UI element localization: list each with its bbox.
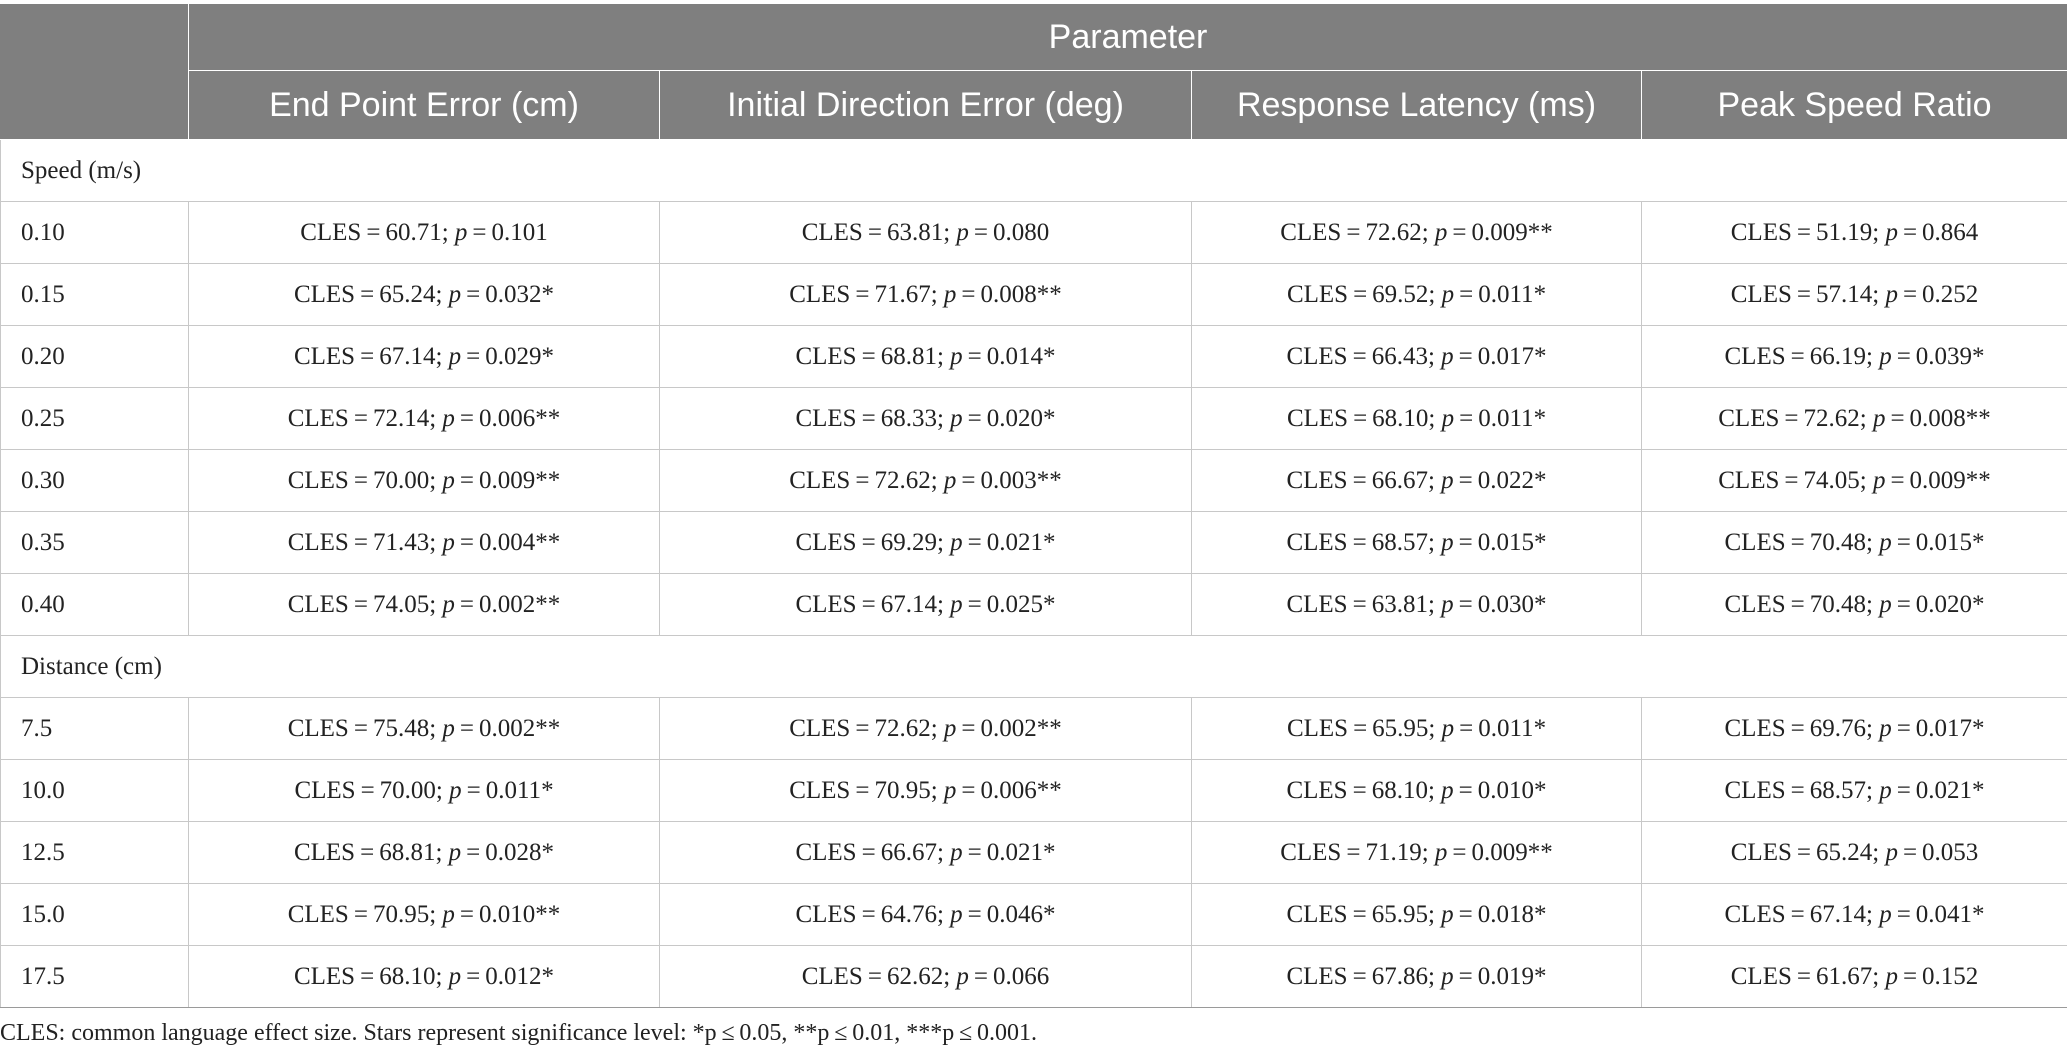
- column-header-peak-speed-ratio: Peak Speed Ratio: [1642, 71, 2067, 140]
- stat-cell: CLES = 68.57; p = 0.015*: [1192, 512, 1642, 574]
- table-row: [1, 202, 2067, 264]
- cles-value: 68.10: [379, 962, 436, 990]
- p-value: 0.021: [1915, 776, 1973, 804]
- p-value: 0.029: [485, 342, 542, 370]
- p-symbol: p: [1434, 218, 1448, 246]
- significance-stars: *: [1533, 714, 1547, 742]
- p-value: 0.011: [1478, 714, 1534, 742]
- cles-value: 72.14: [372, 404, 430, 432]
- stat-cell: CLES = 71.67; p = 0.008**: [660, 264, 1192, 326]
- p-symbol: p: [1879, 776, 1892, 804]
- p-symbol: p: [448, 280, 462, 308]
- p-symbol: p: [1441, 342, 1454, 370]
- stat-cell: CLES = 65.95; p = 0.011*: [1192, 698, 1642, 760]
- significance-stars: **: [535, 714, 561, 742]
- p-symbol: p: [1441, 714, 1455, 742]
- p-symbol: p: [1879, 900, 1892, 928]
- p-symbol: p: [448, 838, 462, 866]
- p-symbol: p: [1872, 404, 1886, 432]
- p-symbol: p: [1441, 528, 1454, 556]
- p-symbol: p: [449, 776, 462, 804]
- cles-value: 71.67: [874, 280, 931, 308]
- stat-cell: CLES = 72.14; p = 0.006**: [189, 388, 660, 450]
- significance-stars: *: [1043, 528, 1056, 556]
- p-value: 0.010: [479, 900, 536, 928]
- significance-stars: *: [1972, 528, 1985, 556]
- stat-cell: CLES = 70.00; p = 0.009**: [189, 450, 660, 512]
- stat-cell: CLES = 57.14; p = 0.252: [1642, 264, 2067, 326]
- cles-value: 66.43: [1371, 342, 1428, 370]
- table-footnote: CLES: common language effect size. Stars represent significance level: *p ≤ 0.05, **p ≤ 0.01, ***p ≤ 0.001.: [0, 1020, 1037, 1046]
- p-value: 0.014: [986, 342, 1044, 370]
- cles-value: 64.76: [880, 900, 937, 928]
- stat-cell: CLES = 63.81; p = 0.030*: [1192, 574, 1642, 636]
- significance-stars: *: [541, 776, 554, 804]
- significance-stars: *: [1534, 962, 1547, 990]
- p-value: 0.053: [1922, 838, 1979, 866]
- cles-value: 69.52: [1372, 280, 1429, 308]
- p-symbol: p: [956, 218, 969, 246]
- p-value: 0.020: [1915, 590, 1973, 618]
- column-header-end-point-error: End Point Error (cm): [189, 71, 660, 140]
- section-row: [1, 140, 2067, 202]
- stat-cell: CLES = 71.19; p = 0.009**: [1192, 822, 1642, 884]
- p-value: 0.009: [479, 466, 536, 494]
- stat-cell: CLES = 66.67; p = 0.022*: [1192, 450, 1642, 512]
- significance-stars: *: [1534, 590, 1547, 618]
- p-value: 0.030: [1477, 590, 1535, 618]
- p-symbol: p: [950, 342, 963, 370]
- table-row: [1, 822, 2067, 884]
- stat-cell: CLES = 72.62; p = 0.002**: [660, 698, 1192, 760]
- stat-cell: CLES = 65.24; p = 0.032*: [189, 264, 660, 326]
- cles-value: 65.24: [1815, 838, 1873, 866]
- cles-value: 68.57: [1809, 776, 1866, 804]
- stat-cell: CLES = 68.33; p = 0.020*: [660, 388, 1192, 450]
- p-value: 0.011: [1478, 280, 1534, 308]
- parameter-group-header: Parameter: [189, 4, 2067, 71]
- row-label: 0.10: [1, 202, 189, 264]
- p-value: 0.080: [993, 218, 1050, 246]
- p-value: 0.009: [1471, 838, 1528, 866]
- p-value: 0.028: [485, 838, 542, 866]
- cles-value: 68.81: [880, 342, 937, 370]
- p-value: 0.066: [993, 962, 1050, 990]
- stat-cell: CLES = 67.14; p = 0.041*: [1642, 884, 2067, 946]
- stat-cell: CLES = 69.76; p = 0.017*: [1642, 698, 2067, 760]
- cles-value: 72.62: [1803, 404, 1860, 432]
- stat-cell: CLES = 69.29; p = 0.021*: [660, 512, 1192, 574]
- row-label: 0.35: [1, 512, 189, 574]
- stat-cell: CLES = 66.19; p = 0.039*: [1642, 326, 2067, 388]
- stat-cell: CLES = 66.43; p = 0.017*: [1192, 326, 1642, 388]
- stat-cell: CLES = 72.62; p = 0.003**: [660, 450, 1192, 512]
- stat-cell: CLES = 71.43; p = 0.004**: [189, 512, 660, 574]
- cles-value: 70.00: [372, 466, 430, 494]
- cles-value: 74.05: [372, 590, 430, 618]
- stat-cell: CLES = 60.71; p = 0.101: [189, 202, 660, 264]
- significance-stars: **: [535, 466, 561, 494]
- cles-value: 69.29: [880, 528, 937, 556]
- row-label: 0.30: [1, 450, 189, 512]
- table-row: [1, 760, 2067, 822]
- cles-value: 63.81: [886, 218, 944, 246]
- table-row: [1, 388, 2067, 450]
- cles-value: 62.62: [886, 962, 944, 990]
- significance-stars: **: [535, 900, 561, 928]
- p-symbol: p: [943, 280, 957, 308]
- table-row: [1, 512, 2067, 574]
- table-row: [1, 326, 2067, 388]
- significance-stars: **: [1527, 218, 1553, 246]
- significance-stars: **: [1527, 838, 1553, 866]
- p-value: 0.252: [1922, 280, 1979, 308]
- significance-stars: *: [1534, 900, 1547, 928]
- p-value: 0.022: [1477, 466, 1535, 494]
- p-symbol: p: [442, 714, 455, 742]
- cles-value: 70.48: [1809, 590, 1866, 618]
- cles-value: 68.10: [1371, 776, 1428, 804]
- p-value: 0.011: [485, 776, 542, 804]
- p-symbol: p: [1434, 838, 1448, 866]
- p-value: 0.008: [1909, 404, 1966, 432]
- p-value: 0.009: [1471, 218, 1528, 246]
- p-symbol: p: [1441, 776, 1454, 804]
- p-symbol: p: [950, 900, 963, 928]
- p-symbol: p: [943, 714, 957, 742]
- significance-stars: *: [1972, 590, 1985, 618]
- row-label: 15.0: [1, 884, 189, 946]
- cles-value: 67.14: [880, 590, 937, 618]
- p-symbol: p: [1885, 280, 1898, 308]
- stat-cell: CLES = 68.10; p = 0.010*: [1192, 760, 1642, 822]
- p-value: 0.101: [491, 218, 548, 246]
- stat-cell: CLES = 75.48; p = 0.002**: [189, 698, 660, 760]
- cles-value: 70.95: [372, 900, 430, 928]
- significance-stars: **: [1036, 466, 1062, 494]
- p-value: 0.020: [986, 404, 1044, 432]
- row-label: 17.5: [1, 946, 189, 1008]
- significance-stars: **: [535, 404, 561, 432]
- significance-stars: *: [1043, 838, 1056, 866]
- p-symbol: p: [950, 590, 963, 618]
- cles-value: 60.71: [385, 218, 442, 246]
- p-symbol: p: [1441, 900, 1454, 928]
- p-symbol: p: [1879, 528, 1892, 556]
- table-row: [1, 698, 2067, 760]
- row-label: 7.5: [1, 698, 189, 760]
- cles-value: 72.62: [874, 714, 931, 742]
- cles-value: 74.05: [1803, 466, 1860, 494]
- column-header-response-latency: Response Latency (ms): [1192, 71, 1642, 140]
- stat-cell: CLES = 70.95; p = 0.006**: [660, 760, 1192, 822]
- p-symbol: p: [1885, 962, 1898, 990]
- significance-stars: *: [1043, 590, 1056, 618]
- cles-value: 72.62: [1365, 218, 1422, 246]
- significance-stars: *: [541, 962, 555, 990]
- stat-cell: CLES = 70.95; p = 0.010**: [189, 884, 660, 946]
- results-table: [0, 4, 2067, 1008]
- p-value: 0.009: [1909, 466, 1966, 494]
- significance-stars: *: [1534, 342, 1547, 370]
- significance-stars: *: [1043, 342, 1056, 370]
- stat-cell: CLES = 70.48; p = 0.020*: [1642, 574, 2067, 636]
- p-symbol: p: [442, 466, 455, 494]
- results-table-container: [0, 4, 2067, 1008]
- stat-cell: CLES = 68.57; p = 0.021*: [1642, 760, 2067, 822]
- stat-cell: CLES = 67.14; p = 0.029*: [189, 326, 660, 388]
- significance-stars: *: [541, 280, 555, 308]
- stat-cell: CLES = 68.81; p = 0.028*: [189, 822, 660, 884]
- table-header: [1, 4, 2067, 140]
- cles-value: 68.57: [1371, 528, 1428, 556]
- stat-cell: CLES = 61.67; p = 0.152: [1642, 946, 2067, 1008]
- cles-value: 65.24: [379, 280, 436, 308]
- p-value: 0.019: [1477, 962, 1535, 990]
- cles-value: 67.14: [379, 342, 436, 370]
- cles-value: 71.43: [372, 528, 430, 556]
- row-label: 12.5: [1, 822, 189, 884]
- p-value: 0.002: [479, 714, 536, 742]
- cles-value: 72.62: [874, 466, 931, 494]
- cles-value: 57.14: [1815, 280, 1873, 308]
- significance-stars: **: [1036, 776, 1062, 804]
- p-symbol: p: [1885, 838, 1898, 866]
- p-symbol: p: [442, 900, 455, 928]
- p-value: 0.021: [986, 838, 1044, 866]
- p-symbol: p: [442, 404, 455, 432]
- cles-value: 70.00: [379, 776, 436, 804]
- significance-stars: *: [1534, 776, 1547, 804]
- significance-stars: *: [1533, 404, 1547, 432]
- p-value: 0.864: [1922, 218, 1979, 246]
- p-value: 0.025: [986, 590, 1044, 618]
- stat-cell: CLES = 65.24; p = 0.053: [1642, 822, 2067, 884]
- stat-cell: CLES = 68.10; p = 0.012*: [189, 946, 660, 1008]
- significance-stars: *: [1972, 342, 1985, 370]
- stat-cell: CLES = 74.05; p = 0.009**: [1642, 450, 2067, 512]
- p-symbol: p: [1879, 714, 1892, 742]
- p-value: 0.032: [485, 280, 542, 308]
- p-symbol: p: [950, 838, 963, 866]
- stat-cell: CLES = 72.62; p = 0.008**: [1642, 388, 2067, 450]
- cles-value: 68.33: [880, 404, 937, 432]
- significance-stars: *: [1972, 900, 1985, 928]
- p-symbol: p: [448, 342, 462, 370]
- cles-value: 70.48: [1809, 528, 1866, 556]
- p-value: 0.004: [479, 528, 536, 556]
- p-value: 0.015: [1915, 528, 1973, 556]
- significance-stars: **: [535, 590, 561, 618]
- p-value: 0.039: [1915, 342, 1973, 370]
- significance-stars: *: [1043, 404, 1056, 432]
- stat-cell: CLES = 69.52; p = 0.011*: [1192, 264, 1642, 326]
- p-value: 0.012: [485, 962, 542, 990]
- cles-value: 69.76: [1809, 714, 1866, 742]
- table-row: [1, 946, 2067, 1008]
- cles-value: 61.67: [1815, 962, 1873, 990]
- p-value: 0.046: [986, 900, 1044, 928]
- stat-cell: CLES = 74.05; p = 0.002**: [189, 574, 660, 636]
- p-symbol: p: [956, 962, 969, 990]
- header-corner-cell: [1, 4, 189, 140]
- section-title: Distance (cm): [1, 636, 2067, 698]
- stat-cell: CLES = 66.67; p = 0.021*: [660, 822, 1192, 884]
- p-value: 0.041: [1915, 900, 1973, 928]
- p-value: 0.152: [1922, 962, 1979, 990]
- table-row: [1, 884, 2067, 946]
- p-symbol: p: [950, 528, 963, 556]
- table-row: [1, 450, 2067, 512]
- stat-cell: CLES = 68.10; p = 0.011*: [1192, 388, 1642, 450]
- significance-stars: *: [1534, 528, 1547, 556]
- significance-stars: *: [1972, 714, 1985, 742]
- section-row: [1, 636, 2067, 698]
- p-symbol: p: [1441, 466, 1454, 494]
- row-label: 0.40: [1, 574, 189, 636]
- significance-stars: *: [1533, 280, 1547, 308]
- stat-cell: CLES = 72.62; p = 0.009**: [1192, 202, 1642, 264]
- significance-stars: *: [541, 342, 555, 370]
- cles-value: 65.95: [1371, 900, 1428, 928]
- p-symbol: p: [1879, 342, 1892, 370]
- table-row: [1, 574, 2067, 636]
- cles-value: 63.81: [1371, 590, 1428, 618]
- cles-value: 66.19: [1809, 342, 1866, 370]
- row-label: 10.0: [1, 760, 189, 822]
- p-value: 0.010: [1477, 776, 1535, 804]
- stat-cell: CLES = 68.81; p = 0.014*: [660, 326, 1192, 388]
- p-value: 0.003: [980, 466, 1037, 494]
- p-symbol: p: [1885, 218, 1898, 246]
- table-body: [1, 140, 2067, 1008]
- p-value: 0.008: [980, 280, 1037, 308]
- significance-stars: *: [541, 838, 555, 866]
- significance-stars: *: [1534, 466, 1547, 494]
- cles-value: 68.10: [1372, 404, 1429, 432]
- p-symbol: p: [442, 590, 455, 618]
- cles-value: 67.14: [1809, 900, 1866, 928]
- p-symbol: p: [448, 962, 462, 990]
- stat-cell: CLES = 64.76; p = 0.046*: [660, 884, 1192, 946]
- significance-stars: **: [535, 528, 561, 556]
- p-value: 0.006: [980, 776, 1037, 804]
- p-symbol: p: [1441, 404, 1455, 432]
- stat-cell: CLES = 51.19; p = 0.864: [1642, 202, 2067, 264]
- p-symbol: p: [943, 466, 957, 494]
- significance-stars: **: [1965, 404, 1991, 432]
- p-symbol: p: [1441, 280, 1455, 308]
- section-title: Speed (m/s): [1, 140, 2067, 202]
- cles-value: 70.95: [874, 776, 931, 804]
- stat-cell: CLES = 70.00; p = 0.011*: [189, 760, 660, 822]
- cles-value: 51.19: [1815, 218, 1873, 246]
- stat-cell: CLES = 63.81; p = 0.080: [660, 202, 1192, 264]
- p-value: 0.002: [479, 590, 536, 618]
- stat-cell: CLES = 62.62; p = 0.066: [660, 946, 1192, 1008]
- p-symbol: p: [1872, 466, 1886, 494]
- significance-stars: **: [1036, 280, 1062, 308]
- table-row: [1, 264, 2067, 326]
- stat-cell: CLES = 70.48; p = 0.015*: [1642, 512, 2067, 574]
- p-symbol: p: [950, 404, 963, 432]
- significance-stars: **: [1036, 714, 1062, 742]
- p-value: 0.017: [1915, 714, 1973, 742]
- column-header-initial-direction-error: Initial Direction Error (deg): [660, 71, 1192, 140]
- cles-value: 66.67: [1371, 466, 1428, 494]
- stat-cell: CLES = 65.95; p = 0.018*: [1192, 884, 1642, 946]
- p-value: 0.021: [986, 528, 1044, 556]
- p-value: 0.017: [1477, 342, 1535, 370]
- p-value: 0.006: [479, 404, 536, 432]
- cles-value: 71.19: [1365, 838, 1422, 866]
- p-symbol: p: [943, 776, 957, 804]
- cles-value: 67.86: [1371, 962, 1428, 990]
- cles-value: 68.81: [379, 838, 436, 866]
- p-value: 0.011: [1478, 404, 1534, 432]
- significance-stars: **: [1965, 466, 1991, 494]
- significance-stars: *: [1972, 776, 1985, 804]
- cles-value: 75.48: [372, 714, 430, 742]
- cles-value: 65.95: [1372, 714, 1429, 742]
- stat-cell: CLES = 67.86; p = 0.019*: [1192, 946, 1642, 1008]
- p-value: 0.018: [1477, 900, 1535, 928]
- p-value: 0.002: [980, 714, 1037, 742]
- p-symbol: p: [1441, 590, 1454, 618]
- significance-stars: *: [1043, 900, 1056, 928]
- p-value: 0.015: [1477, 528, 1535, 556]
- p-symbol: p: [454, 218, 468, 246]
- stat-cell: CLES = 67.14; p = 0.025*: [660, 574, 1192, 636]
- p-symbol: p: [1879, 590, 1892, 618]
- p-symbol: p: [1441, 962, 1454, 990]
- cles-value: 66.67: [880, 838, 937, 866]
- p-symbol: p: [442, 528, 455, 556]
- row-label: 0.15: [1, 264, 189, 326]
- row-label: 0.20: [1, 326, 189, 388]
- row-label: 0.25: [1, 388, 189, 450]
